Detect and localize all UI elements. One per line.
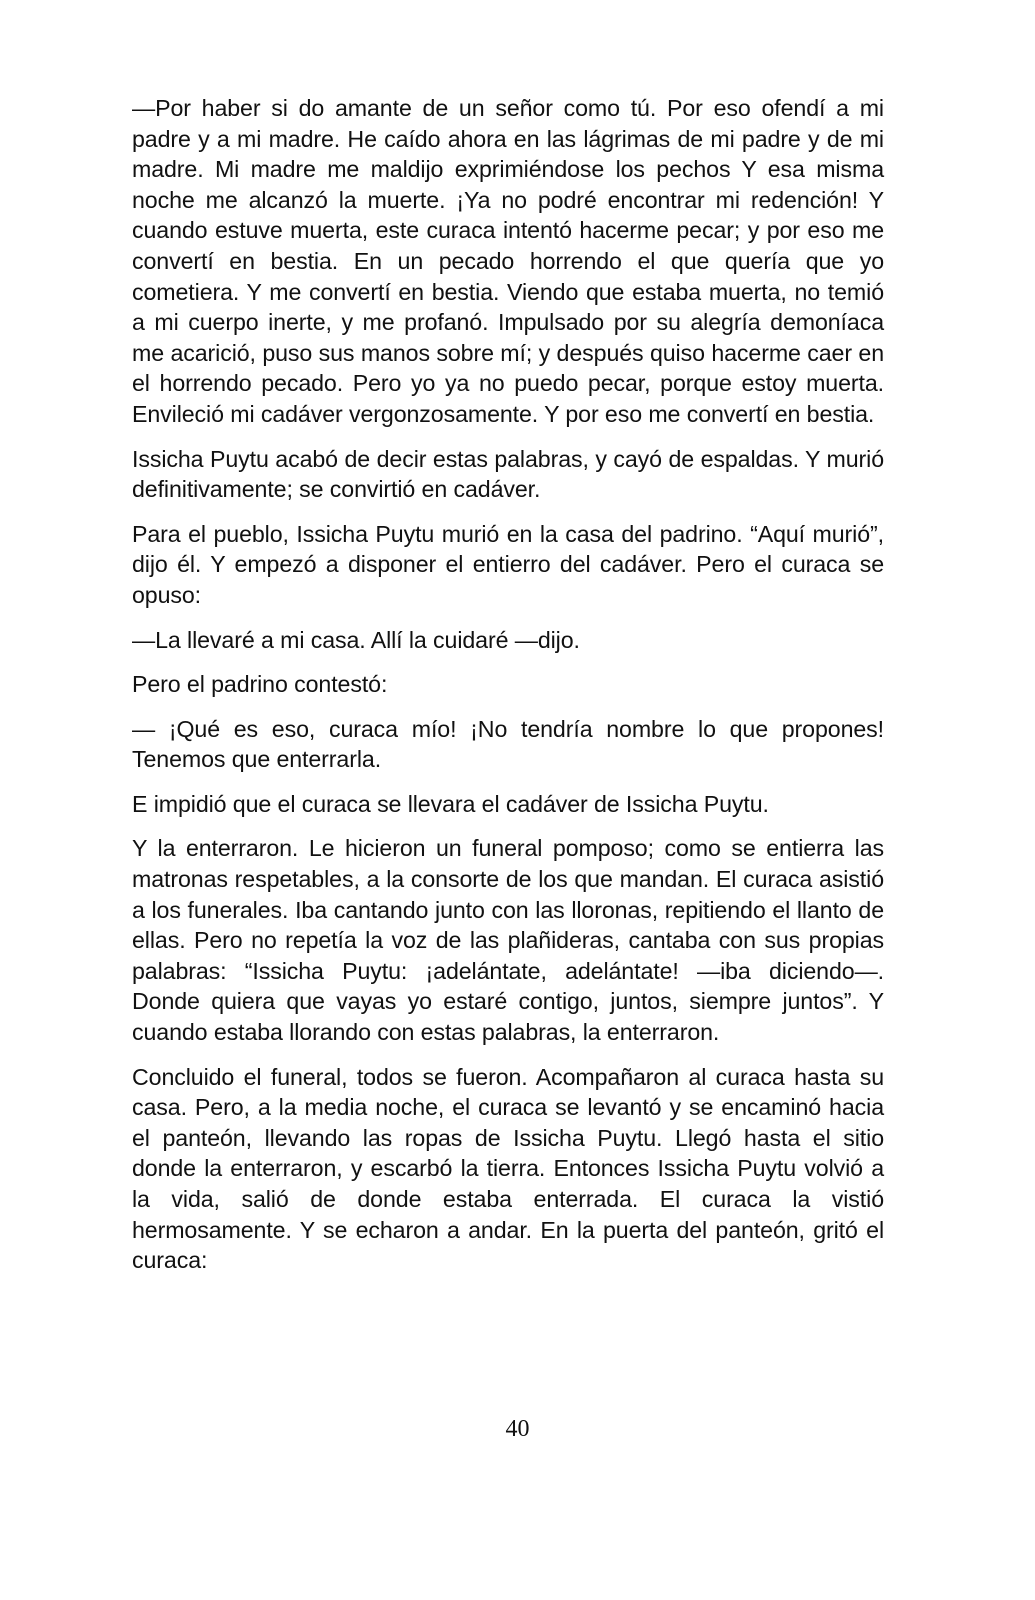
paragraph-5: Pero el padrino contestó: [132,671,388,698]
paragraph-6: — ¡Qué es eso, curaca mío! ¡No tendría nombre lo que propones! Tenemos que enterrarla. [132,715,884,773]
paragraph-9: Concluido el funeral, todos se fueron. Acompañaron al curaca hasta su casa. Pero, a la media noche, el curaca se levantó y se encaminó hacia el panteón, llevando las ropas de Issicha Puytu. Llegó hasta el sitio donde la enterraron, y escarbó la tierra. Entonces Issicha Puytu volvió a la vida, salió de donde estaba enterrada. El curaca la vistió hermosamente. Y se echaron a andar. En la puerta del panteón, gritó el curaca: [132,1063,884,1274]
paragraph-1: —Por haber si do amante de un señor como tú. Por eso ofendí a mi padre y a mi madre. He caído ahora en las lágrimas de mi padre y de mi madre. Mi madre me maldijo exprimiéndose los pechos Y esa misma noche me alcanzó la muerte. ¡Ya no podré encontrar mi redención! Y cuando estuve muerta, este curaca intentó hacerme pecar; y por eso me convertí en bestia. En un pecado horrendo el que quería que yo cometiera. Y me convertí en bestia. Viendo que estaba muerta, no temió a mi cuerpo inerte, y me profanó. Impulsado por su alegría demoníaca me acarició, puso sus manos sobre mí; y después quiso hacerme caer en el horrendo pecado. Pero yo ya no puedo pecar, porque estoy muerta. Envileció mi cadáver vergonzosamente. Y por eso me convertí en bestia. [132,95,884,427]
page-number: 40 [505,1416,530,1442]
paragraph-7: E impidió que el curaca se llevara el cadáver de Issicha Puytu. [132,790,769,817]
page-body [132,93,884,1290]
paragraph-8: Y la enterraron. Le hicieron un funeral pomposo; como se entierra las matronas respetables, a la consorte de los que mandan. El curaca asistió a los funerales. Iba cantando junto con las lloronas, repitiendo el llanto de ellas. Pero no repetía la voz de las plañideras, cantaba con sus propias palabras: “Issicha Puytu: ¡adelántate, adelántate! —iba diciendo—. Donde quiera que vayas yo estaré contigo, juntos, siempre juntos”. Y cuando estaba llorando con estas palabras, la enterraron. [132,835,884,1046]
paragraph-2: Issicha Puytu acabó de decir estas palabras, y cayó de espaldas. Y murió definitivamente; se convirtió en cadáver. [132,445,884,503]
paragraph-4: —La llevaré a mi casa. Allí la cuidaré —dijo. [132,626,580,653]
paragraph-3: Para el pueblo, Issicha Puytu murió en la casa del padrino. “Aquí murió”, dijo él. Y empezó a disponer el entierro del cadáver. Pero el curaca se opuso: [132,520,884,608]
